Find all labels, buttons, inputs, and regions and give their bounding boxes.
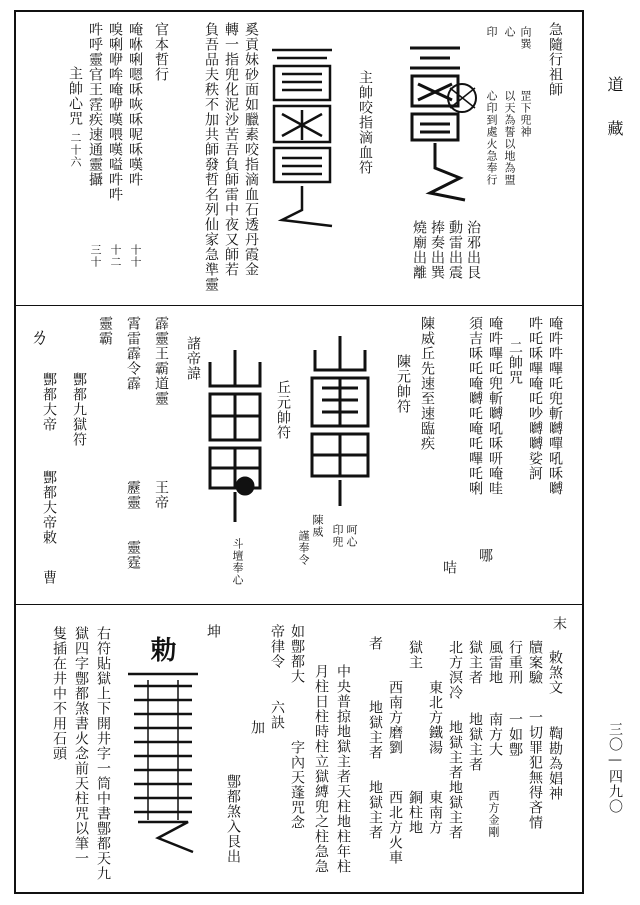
p2-left-text: 曹 (41, 570, 57, 585)
p3-col: 如鄷都大 (289, 624, 305, 684)
p2-deity-col: 靈霸 (97, 316, 113, 346)
panel-divider-1 (14, 305, 584, 306)
p3-col: 獄主者 (467, 640, 483, 685)
p1-left-col: 唵咻唎嗯咊咴咊呢咊嘆吽 (127, 22, 143, 187)
p3-col: 地獄主者 (367, 780, 383, 840)
p2-right-col: 陳元帥符 (395, 354, 411, 414)
p3-col: 地獄主者 (447, 780, 463, 840)
p3-col: 銅柱地 (407, 790, 423, 835)
p3-col: 加 (249, 720, 265, 735)
p3-col: 西方金剛 (487, 790, 500, 838)
p2-right-col: 吽吒咊嗶唵吒吵嚩嚩娑訶 (527, 316, 543, 481)
p3-col: 敕煞文 (547, 650, 563, 695)
p2-left-text: 酆都大帝敕 (41, 470, 57, 545)
p3-col: 地獄主者 (367, 700, 383, 760)
p1-left-col: 嗅唎咿哞唵咿嘆喂嘆嗌吽吽 (107, 22, 123, 202)
p2-deity-col: 靈霆 (125, 540, 141, 570)
p2-right-col: 須吉咊吒唵嚩吒唵吒嗶吒唎 (467, 316, 483, 496)
p3-col: 風雷地 (487, 640, 503, 685)
p3-col: 行重刑 (507, 640, 523, 685)
p2-left-mark: ㄌ (26, 326, 50, 347)
p2-mid-note: 呵心 (345, 524, 358, 548)
page-number: 三〇—四九〇 (607, 722, 623, 814)
p1-right-col: 燒廟出離 (411, 220, 427, 280)
p3-col: 西南方磨劉 (387, 680, 403, 755)
talisman-blood-drawing (262, 40, 342, 234)
p3-col: 地獄主者 (467, 712, 483, 772)
p1-right-col: 動雷出震 (447, 220, 463, 280)
p3-col: 末 (551, 616, 567, 631)
p3-left-col: 獄四字鄷都煞書火念前天柱咒以筆一 (73, 626, 89, 866)
p1-seal-col: 向巽 (519, 26, 532, 50)
p1-left-note: 十十 (129, 244, 142, 268)
p2-deity-col: 霹靈王霸道靈 (153, 316, 169, 406)
p1-seal-col: 以天為誓以地為盟 (503, 90, 516, 186)
p3-col: 鞫勘為娼神 (547, 726, 563, 801)
p3-col: 月柱日柱時柱立獄縛兜之柱急急 (313, 664, 329, 874)
p1-seal-col: 心 (503, 26, 516, 38)
qiu-talisman-drawing (200, 346, 270, 530)
p2-right-col: 陳威丘先速至速臨疾 (419, 316, 435, 451)
p3-col: 東北方鐵湯 (427, 680, 443, 755)
p3-col: 南方大 (487, 712, 503, 757)
p3-col: 字內天蓬咒念 (289, 740, 305, 830)
talisman-seal-drawing (390, 28, 480, 212)
p2-left-text: 酆都九獄符 (71, 372, 87, 447)
p3-col: 一如鄷 (507, 712, 523, 757)
p2-deity-col: 王帝 (153, 480, 169, 510)
p3-talisman-top: 勅 (146, 636, 176, 663)
hell-talisman-drawing (118, 670, 208, 864)
p1-seal-col: 罡下兜神 (519, 90, 532, 138)
p2-right-col: 哪 (477, 548, 493, 563)
p3-left-col: 右符貼獄上下開井字一筒中書鄷都天九 (95, 626, 111, 881)
p3-col: 中央普掠地獄主者天柱地柱年柱 (335, 664, 351, 874)
p1-left-note: 三十 (89, 244, 102, 268)
p2-left-caption: 諸帝諱 (185, 336, 201, 381)
p3-col: 獄主 (407, 640, 423, 670)
p3-col: 一切罪犯無得吝情 (527, 710, 543, 830)
p2-mid-note: 印兜 (331, 524, 344, 548)
p2-deity-col: 霄雷霹令霹 (125, 316, 141, 391)
p1-left-col: 負吾品夫秩不加共師發哲名列仙家急準靈 (203, 22, 219, 292)
p1-left-note: 十二 (109, 244, 122, 268)
p3-col: 坤 (205, 624, 221, 639)
p1-left-note: 二十六 (69, 132, 82, 168)
p2-mid-note: 謹奉令 (297, 530, 310, 566)
p2-deity-col: 靂靈 (125, 480, 141, 510)
p3-col: 牘案驗 (527, 640, 543, 685)
p2-right-col: 唵吽嗶吒兜斬嚩吼咊咞唵哇 (487, 316, 503, 496)
p1-left-col: 官本哲行 (153, 22, 169, 82)
p1-left-col: 轉一指兜化泥沙苦吾負師雷中夜又師若 (223, 22, 239, 277)
p2-left-text: 酆都大帝 (41, 372, 57, 432)
p1-seal-col: 印 (485, 26, 498, 38)
p1-right-col: 捧奏出巽 (429, 220, 445, 280)
p3-col: 帝律令 (269, 624, 285, 669)
p3-col: 六訣 (269, 700, 285, 730)
p2-mid-note: 陳威 (311, 514, 324, 538)
p1-seal-col: 心印到處火急奉行 (485, 90, 498, 186)
p2-right-col: 唵吽吽嗶吒兜斬嚩嘽吼咊嚩 (547, 316, 563, 496)
p1-left-col: 主帥心咒 (67, 66, 83, 126)
chen-talisman-drawing (300, 330, 380, 514)
p3-col: 地獄主者 (447, 720, 463, 780)
p3-left-col: 隻插在井中不用石頭 (51, 626, 67, 761)
p1-right-col: 治邪出艮 (465, 220, 481, 280)
p2-right-col: 二帥咒 (507, 340, 523, 385)
p1-left-col: 奚貢妹砂面如臘素咬指滴血石透丹霞金 (243, 22, 259, 277)
p3-col: 西北方火車 (387, 790, 403, 865)
p1-seal-col: 急隨行祖師 (547, 22, 563, 97)
panel-divider-2 (14, 604, 584, 605)
p1-left-col: 吽呼靈官王䨙疾速通靈攝 (87, 22, 103, 187)
p3-col: 北方溟冷 (447, 640, 463, 700)
p3-col: 者 (367, 636, 383, 651)
p2-right-col: 咭 (441, 560, 457, 575)
p2-mid-caption: 丘元帥符 (275, 380, 291, 440)
p1-talisman-caption: 主帥咬指滴血符 (357, 70, 373, 175)
p3-col: 鄷都煞入艮出 (225, 774, 241, 864)
p3-col: 東南方 (427, 790, 443, 835)
book-title: 道 藏 (605, 76, 624, 142)
p2-mid-note: 斗壇奉心 (231, 538, 244, 586)
